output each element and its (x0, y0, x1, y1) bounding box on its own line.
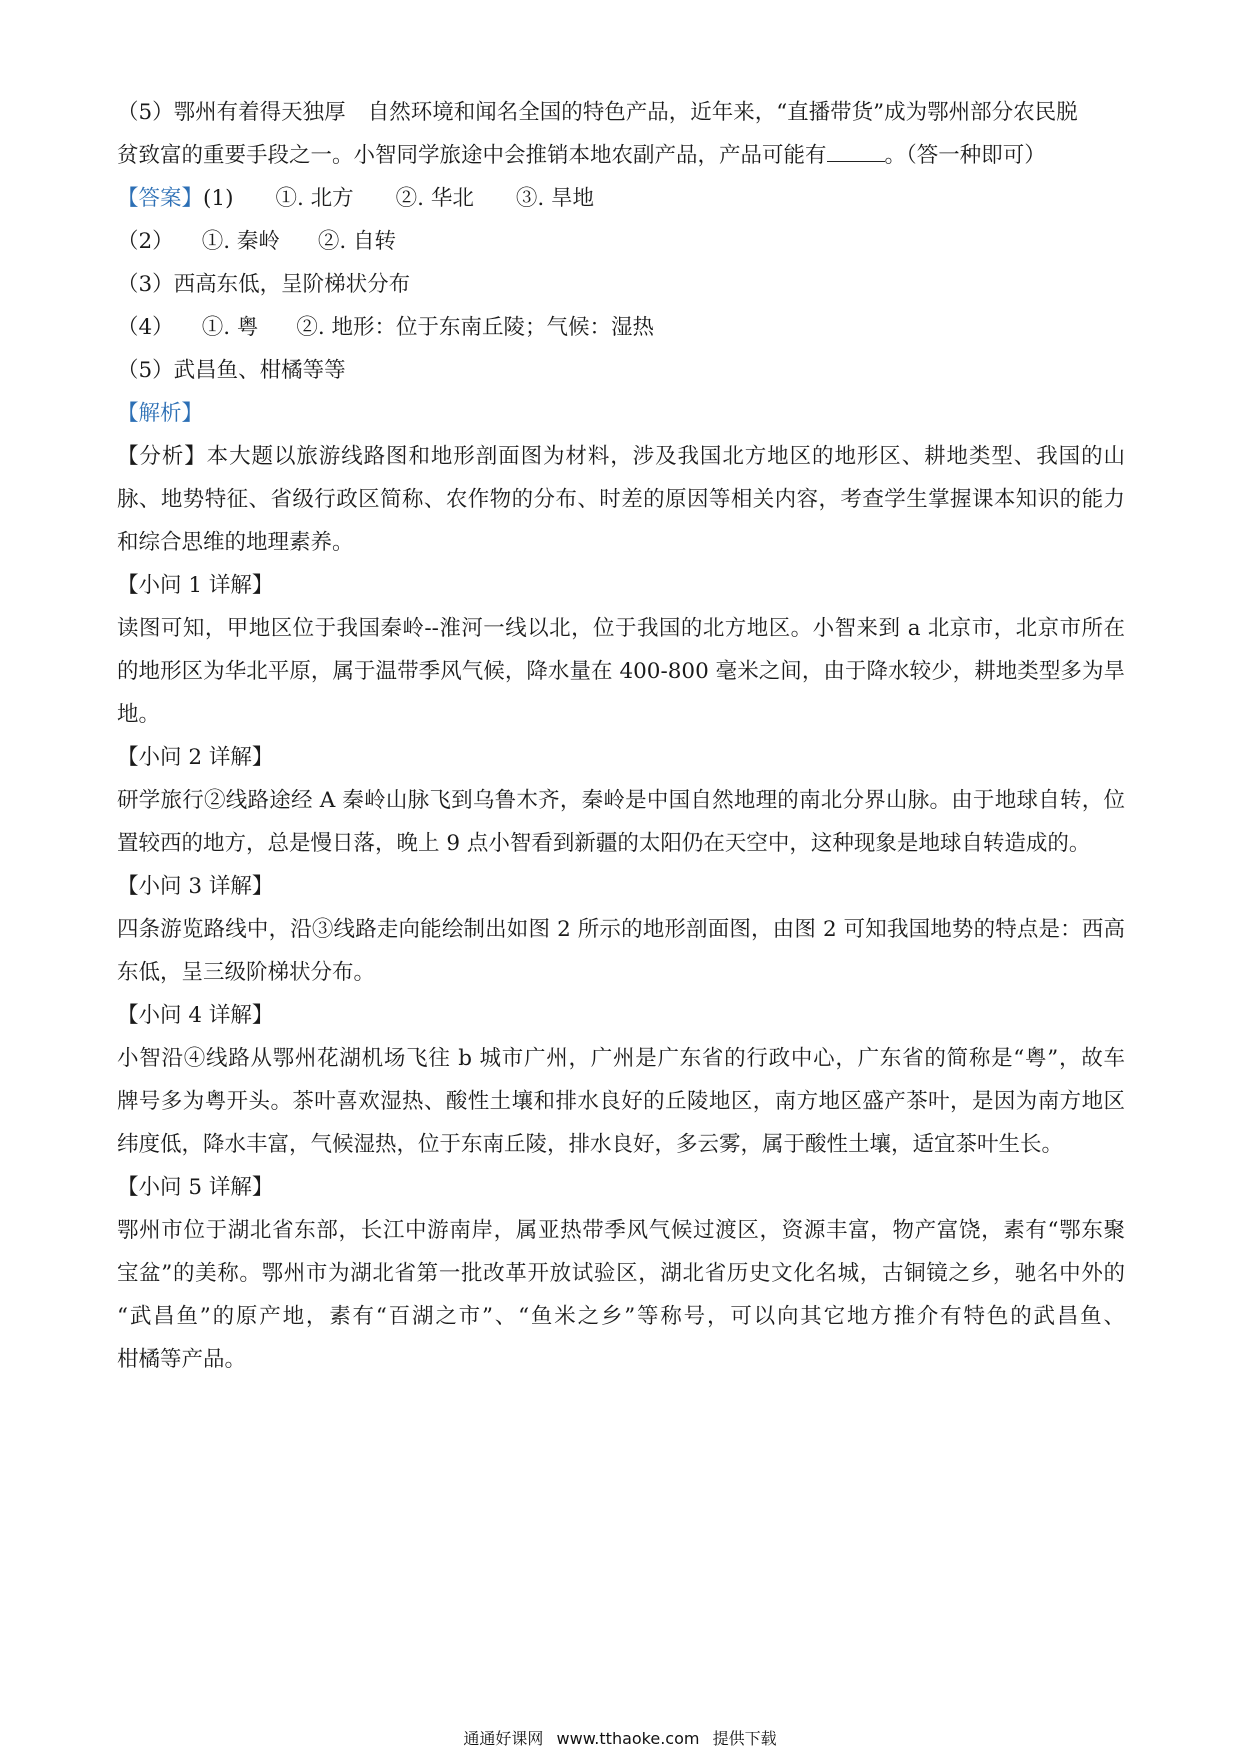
sub-question-5-line: 鄂州市位于湖北省东部，长江中游南岸，属亚热带季风气候过渡区，资源丰富，物产富饶，素有“鄂东聚 (117, 1218, 1125, 1243)
sub-question-2-title: 【小问 2 详解】 (117, 745, 274, 770)
sub-question-4-line: 牌号多为粤开头。茶叶喜欢湿热、酸性土壤和排水良好的丘陵地区，南方地区盛产茶叶，是因为南方地区 (117, 1089, 1125, 1114)
question-5-text-cont: 自然环境和闻名全国的特色产品，近年来，“直播带货”成为鄂州部分农民脱 (367, 100, 1078, 125)
footer-suffix: 提供下载 (712, 1729, 777, 1748)
page-footer (0, 1728, 1240, 1750)
sub-question-1-line: 的地形区为华北平原，属于温带季风气候，降水量在 400-800 毫米之间，由于降水较少，耕地类型多为旱 (117, 659, 1125, 684)
analysis-paragraph-line: 脉、地势特征、省级行政区简称、农作物的分布、时差的原因等相关内容，考查学生掌握课本知识的能力 (117, 487, 1125, 512)
question-5-hint: 。（答一种即可） (884, 143, 1046, 168)
question-5-text: （5）鄂州有着得天独厚 (117, 100, 346, 125)
question-5-line-1 (117, 96, 1125, 130)
sub-question-4-line: 纬度低，降水丰富，气候湿热，位于东南丘陵，排水良好，多云雾，属于酸性土壤，适宜茶叶生长。 (117, 1132, 1064, 1157)
answer-1-item: ①. 北方 (275, 186, 354, 211)
analysis-paragraph-line: 【分析】本大题以旅游线路图和地形剖面图为材料，涉及我国北方地区的地形区、耕地类型、我国的山 (117, 444, 1125, 469)
sub-question-1-line: 地。 (117, 702, 161, 727)
sub-question-2-line: 置较西的地方，总是慢日落，晚上 9 点小智看到新疆的太阳仍在天空中，这种现象是地球自转造成的。 (117, 831, 1091, 856)
answer-1-item: ③. 旱地 (515, 186, 594, 211)
sub-question-2-line: 研学旅行②线路途经 A 秦岭山脉飞到乌鲁木齐，秦岭是中国自然地理的南北分界山脉。由于地球自转，位 (117, 788, 1125, 813)
answer-4-item: ②. 地形：位于东南丘陵；气候：湿热 (296, 315, 655, 340)
footer-url-link[interactable]: www.tthaoke.com (556, 1729, 700, 1748)
answer-4-item: ①. 粤 (201, 315, 259, 340)
analysis-label: 【解析】 (117, 401, 204, 426)
answer-label: 【答案】 (117, 186, 204, 211)
sub-question-3-title: 【小问 3 详解】 (117, 874, 274, 899)
sub-question-5-line: 柑橘等产品。 (117, 1347, 247, 1372)
sub-question-4-line: 小智沿④线路从鄂州花湖机场飞往 b 城市广州，广州是广东省的行政中心，广东省的简称是“粤”，故车 (117, 1046, 1125, 1071)
sub-question-3-line: 东低，呈三级阶梯状分布。 (117, 960, 376, 985)
answer-2-item: ②. 自转 (317, 229, 397, 254)
answer-4-number: （4） (117, 315, 174, 340)
answer-line-4 (117, 311, 1125, 345)
sub-question-3-line: 四条游览路线中，沿③线路走向能绘制出如图 2 所示的地形剖面图，由图 2 可知我国地势的特点是：西高 (117, 917, 1125, 942)
analysis-paragraph-line: 和综合思维的地理素养。 (117, 530, 354, 555)
question-5-line-2 (117, 139, 1125, 173)
answer-5: （5）武昌鱼、柑橘等等 (117, 358, 346, 383)
sub-question-4-title: 【小问 4 详解】 (117, 1003, 274, 1028)
answer-blank (827, 141, 885, 162)
answer-2-number: （2） (117, 229, 174, 254)
answer-line-1 (117, 182, 1125, 216)
answer-1-item: ②. 华北 (395, 186, 474, 211)
question-5-text: 贫致富的重要手段之一。小智同学旅途中会推销本地农副产品，产品可能有 (117, 143, 827, 168)
answer-3: （3）西高东低，呈阶梯状分布 (117, 272, 411, 297)
answer-line-5 (117, 354, 1125, 388)
sub-question-1-title: 【小问 1 详解】 (117, 573, 274, 598)
answer-line-3 (117, 268, 1125, 302)
sub-question-5-line: 宝盆”的美称。鄂州市为湖北省第一批改革开放试验区，湖北省历史文化名城，古铜镜之乡，驰名中外的 (117, 1261, 1125, 1286)
sub-question-5-line: “武昌鱼”的原产地，素有“百湖之市”、“鱼米之乡”等称号，可以向其它地方推介有特色的武昌鱼、 (117, 1304, 1125, 1329)
sub-question-1-line: 读图可知，甲地区位于我国秦岭--淮河一线以北，位于我国的北方地区。小智来到 a 北京市，北京市所在 (117, 616, 1125, 641)
footer-site-name: 通通好课网 (463, 1729, 544, 1748)
answer-line-2 (117, 225, 1125, 259)
answer-2-item: ①. 秦岭 (201, 229, 280, 254)
answer-1-number: (1) (203, 186, 234, 211)
sub-question-5-title: 【小问 5 详解】 (117, 1175, 274, 1200)
